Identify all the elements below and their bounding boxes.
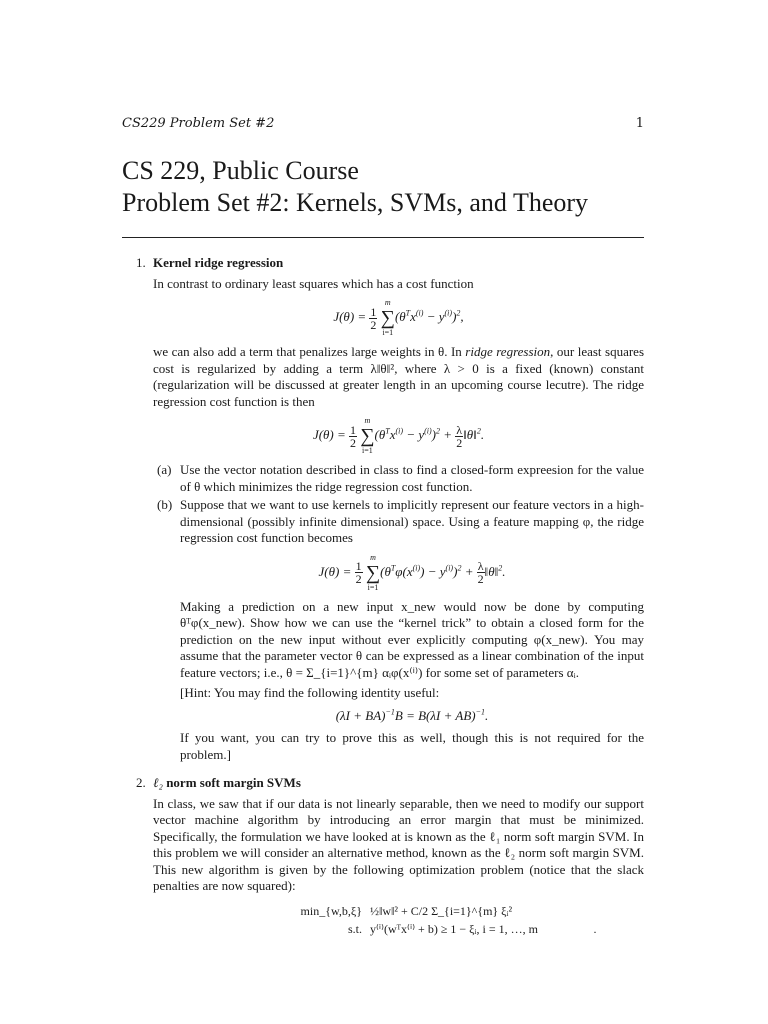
equation-1: J(θ) = $\frac{1}{2}$ m ∑ i=1 $(\theta^Tx^{(i)} - y^{(i)})^2$, [333,298,464,337]
part-label: (b) [157,497,173,512]
opt-min-label: min_{w,b,ξ} [300,903,362,918]
problem-heading: Kernel ridge regression [153,255,284,270]
opt-min-expression: ½‖w‖² + C/2 Σ_{i=1}^{m} ξᵢ² [369,903,513,918]
opt-st-expression: y⁽ⁱ⁾(wᵀx⁽ⁱ⁾ + b) ≥ 1 − ξᵢ, i = 1, …, m [369,922,538,936]
title-rule [122,237,644,238]
title-line-2: Problem Set #2: Kernels, SVMs, and Theory [122,188,589,217]
document-body [122,255,644,938]
problem-paragraph: we can also add a term that penalizes large weights in θ. In ridge regression, our least squares cost is regularized by adding a term λ‖θ‖², where λ > 0 is a fixed (known) constant (regularization will be discussed at greater length in an upcoming course lecutre). The ridge regression cost function is then [153,344,645,409]
running-header [122,116,644,131]
part-text-2: Making a prediction on a new input x_new would now be done by computing θᵀφ(x_new). Show how we can use the “kernel trick” to obtain a closed form for the prediction on the new input without ever explicitly computing φ(x_new). You may assume that the parameter vector θ can be expressed as a linear combination of the input feature vectors; i.e., θ = Σ_{i=1}^{m} αᵢφ(x⁽ⁱ⁾) for some set of parameters αᵢ. [180,598,644,680]
part-b [153,497,644,763]
running-title: CS229 Problem Set #2 [122,116,275,131]
equation-3: J(θ) = $\frac{1}{2}$ m ∑ i=1 $(\theta^T\varphi(x^{(i)}) - y^{(i)})^2$ + $\frac{\lambda}{2}$ ‖θ‖$^2$. [318,552,506,592]
equation-2: J(θ) = $\frac{1}{2}$ m ∑ i=1 $(\theta^Tx^{(i)} - y^{(i)})^2$ + $\frac{\lambda}{2}$ ‖θ‖$^2$. [312,416,485,455]
document-title [122,155,588,219]
part-label: (a) [157,462,172,477]
equation-4: (λI + BA)$^{-1}$B = B(λI + AB)$^{-1}$. [335,707,489,723]
hint: [Hint: You may find the following identity useful: [180,685,440,700]
hint-end: If you want, you can try to prove this as well, though this is not required for the problem.] [180,730,644,762]
problem-heading: ℓ₂ norm soft margin SVMs [153,775,301,790]
part-a [153,462,644,495]
title-line-1: CS 229, Public Course [122,156,359,185]
opt-st-label: s.t. [347,922,362,936]
optimization-problem [253,903,644,938]
problem-number: 1. [136,255,146,270]
opt-end: . [593,922,597,936]
problem-number: 2. [136,775,146,790]
problem-2 [122,775,644,938]
part-text: Suppose that we want to use kernels to implicitly represent our feature vectors in a high-dimensional (possibly infinite dimensional) space. Using a feature mapping φ, the ridge regression cost function becomes [180,497,644,545]
page-number: 1 [635,116,644,131]
part-text: Use the vector notation described in class to find a closed-form expreesion for the value of θ which minimizes the ridge regression cost function. [180,462,644,494]
problem-paragraph: In class, we saw that if our data is not linearly separable, then we need to modify our support vector machine algorithm by introducing an error margin that must be minimized. Specifically, the formulation we have looked at is known as the ℓ₁ norm soft margin SVM. In this problem we will consider an alternative method, known as the ℓ₂ norm soft margin SVM. This new algorithm is given by the following optimization problem (notice that the slack penalties are now squared): [153,795,644,893]
problem-intro: In contrast to ordinary least squares which has a cost function [153,275,474,291]
problem-1 [122,255,644,763]
